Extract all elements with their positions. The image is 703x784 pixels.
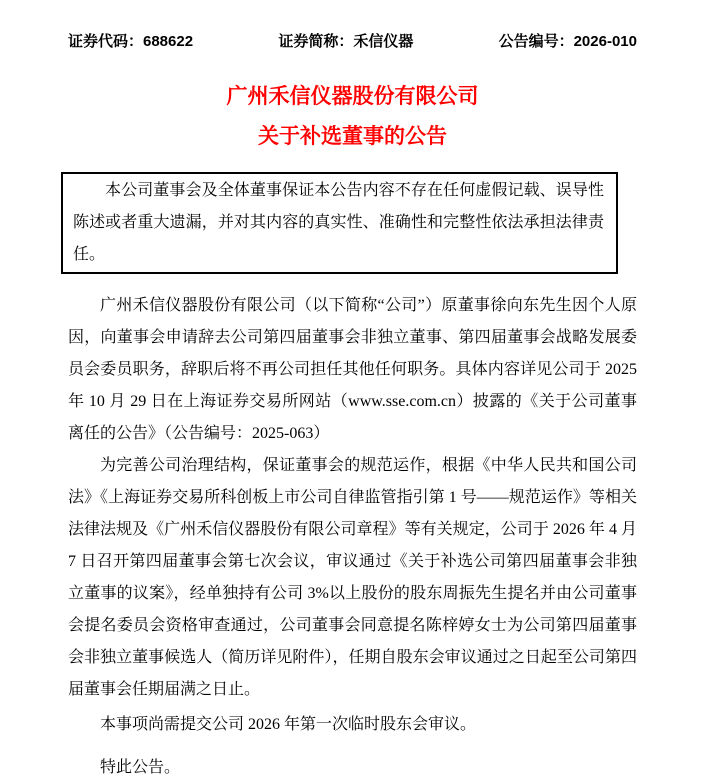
company-name-title: 广州禾信仪器股份有限公司 — [226, 85, 479, 108]
document-header — [68, 33, 637, 51]
body-paragraph-nomination: 为完善公司治理结构，保证董事会的规范运作，根据《中华人民共和国公司法》《上海证券交易所科创板上市公司自律监管指引第 1 号——规范运作》等相关法律法规及《广州禾信仪器股份有限公司章程》等有关规定，公司于 2026 年 4 月 7 日召开第四届董事会第七次会议，审议通过《关于补选公司第四届董事会非独立董事的议案》，经单独持有公司 3%以上股份的股东周振先生提名并由公司董事会提名委员会资格审查通过，公司董事会同意提名陈梓婷女士为公司第四届董事会非独立董事候选人（简历详见附件），任期自股东会审议通过之日起至公司第四届董事会任期届满之日止。 — [68, 457, 637, 698]
stock-short-name: 证券简称：禾信仪器 — [278, 33, 414, 50]
disclaimer-text: 本公司董事会及全体董事保证本公告内容不存在任何虚假记载、误导性陈述或者重大遗漏，并对其内容的真实性、准确性和完整性依法承担法律责任。 — [73, 182, 604, 263]
announcement-number: 公告编号：2026-010 — [498, 33, 637, 50]
document-title — [68, 77, 637, 157]
board-disclaimer-box — [61, 172, 618, 274]
announcement-subject-title: 关于补选董事的公告 — [258, 125, 447, 148]
body-paragraph-shareholder-meeting: 本事项尚需提交公司 2026 年第一次临时股东会审议。 — [100, 716, 477, 733]
stock-code: 证券代码：688622 — [68, 33, 194, 50]
body-paragraph-resignation: 广州禾信仪器股份有限公司（以下简称“公司”）原董事徐向东先生因个人原因，向董事会申请辞去公司第四届董事会非独立董事、第四届董事会战略发展委员会委员职务，辞职后将不再公司担任其他任何职务。具体内容详见公司于 2025 年 10 月 29 日在上海证券交易所网站（www.sse.com.cn）披露的《关于公司董事离任的公告》（公告编号：2025-063） — [68, 297, 637, 442]
body-paragraph-closing: 特此公告。 — [100, 759, 181, 776]
document-body — [68, 290, 637, 784]
